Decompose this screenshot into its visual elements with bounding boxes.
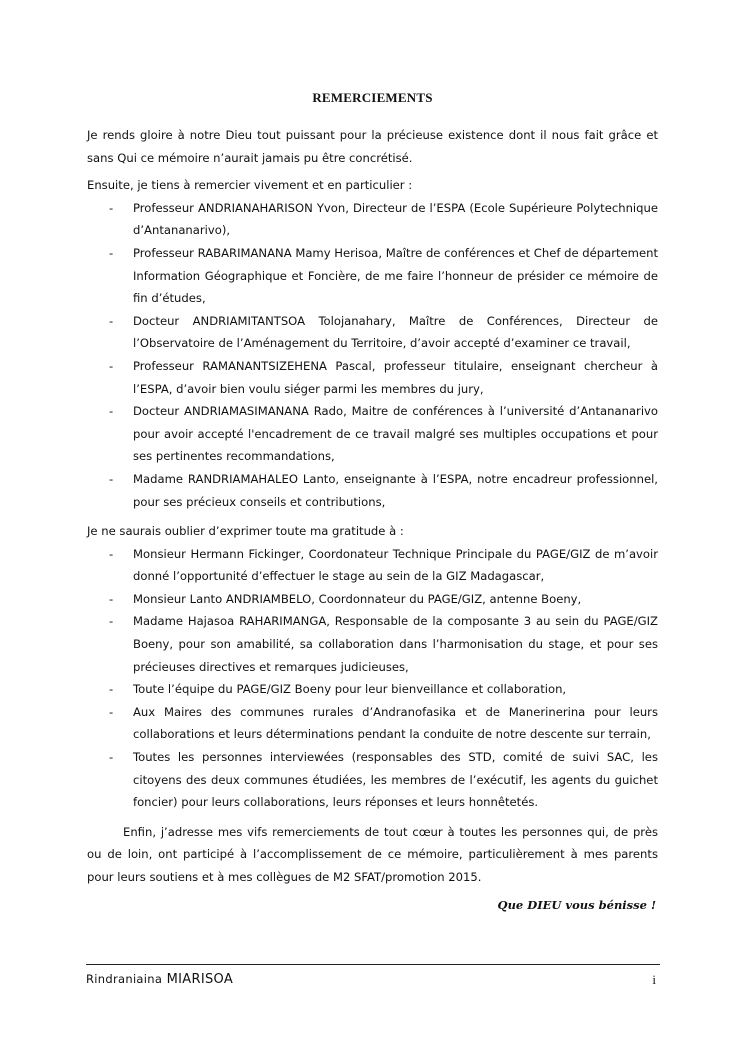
list-item: - Professeur RAMANANTSIZEHENA Pascal, professeur titulaire, enseignant chercheur à l’ESPA, d’avoir bien voulu siéger parmi les membres du jury,	[87, 355, 658, 400]
list-item: - Madame RANDRIAMAHALEO Lanto, enseignante à l’ESPA, notre encadreur professionnel, pour ses précieux conseils et contributions,	[87, 468, 658, 513]
list-item: - Professeur ANDRIANAHARISON Yvon, Directeur de l’ESPA (Ecole Supérieure Polytechnique d’Antananarivo),	[87, 197, 658, 242]
closing-paragraph: Enfin, j’adresse mes vifs remerciements de tout cœur à toutes les personnes qui, de près ou de loin, ont participé à l’accomplissement de ce mémoire, particulièrement à mes parents pour leurs soutiens et à mes collègues de M2 SFAT/promotion 2015.	[87, 824, 658, 884]
footer-page-number: i	[652, 972, 656, 987]
section2-list	[87, 543, 658, 814]
section1-lead: Ensuite, je tiens à remercier vivement et en particulier :	[87, 178, 413, 193]
page-title: REMERCIEMENTS	[312, 90, 433, 105]
footer-divider	[86, 964, 660, 965]
section2-lead: Je ne saurais oublier d’exprimer toute ma gratitude à :	[87, 524, 404, 539]
list-item: - Madame Hajasoa RAHARIMANGA, Responsable de la composante 3 au sein du PAGE/GIZ Boeny, pour son amabilité, sa collaboration dans l’harmonisation du stage, et pour ses précieuses directives et remarques judicieuses,	[87, 610, 658, 678]
list-item: - Toutes les personnes interviewées (responsables des STD, comité de suivi SAC, les citoyens des deux communes étudiées, les membres de l’exécutif, les agents du guichet foncier) pour leurs collaborations, leurs réponses et leurs honnêtetés.	[87, 746, 658, 814]
list-item: - Toute l’équipe du PAGE/GIZ Boeny pour leur bienveillance et collaboration,	[87, 678, 658, 701]
footer-author	[86, 972, 233, 987]
intro-paragraph: Je rends gloire à notre Dieu tout puissant pour la précieuse existence dont il nous fait grâce et sans Qui ce mémoire n’aurait jamais pu être concrétisé.	[87, 128, 658, 165]
list-item: - Monsieur Hermann Fickinger, Coordonateur Technique Principale du PAGE/GIZ de m’avoir donné l’opportunité d’effectuer le stage au sein de la GIZ Madagascar,	[87, 543, 658, 588]
signoff-text: Que DIEU vous bénisse !	[497, 897, 656, 912]
list-item: - Aux Maires des communes rurales d’Andranofasika et de Manerinerina pour leurs collaborations et leurs déterminations pendant la conduite de notre descente sur terrain,	[87, 701, 658, 746]
list-item: - Docteur ANDRIAMITANTSOA Tolojanahary, Maître de Conférences, Directeur de l’Observatoire de l’Aménagement du Territoire, d’avoir accepté d’examiner ce travail,	[87, 310, 658, 355]
footer-last-name: MIARISOA	[166, 972, 234, 987]
list-item: - Professeur RABARIMANANA Mamy Herisoa, Maître de conférences et Chef de département Information Géographique et Foncière, de me faire l’honneur de présider ce mémoire de fin d’études,	[87, 242, 658, 310]
list-item: - Monsieur Lanto ANDRIAMBELO, Coordonnateur du PAGE/GIZ, antenne Boeny,	[87, 588, 658, 611]
document-body	[87, 124, 658, 916]
section1-list	[87, 197, 658, 513]
footer-first-name: Rindraniaina	[86, 972, 163, 986]
list-item: - Docteur ANDRIAMASIMANANA Rado, Maitre de conférences à l’université d’Antananarivo pour avoir accepté l'encadrement de ce travail malgré ses multiples occupations et pour ses pertinentes recommandations,	[87, 400, 658, 468]
